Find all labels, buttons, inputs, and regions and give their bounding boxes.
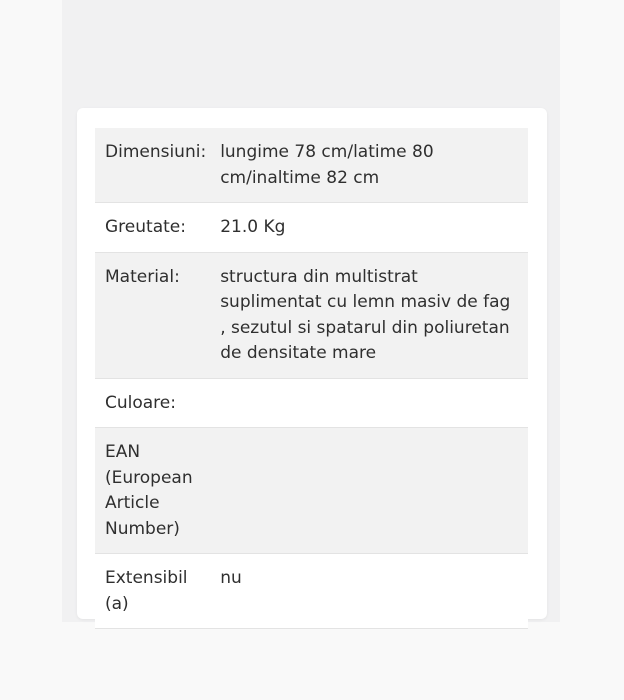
spec-value: lungime 78 cm/latime 80 cm/inaltime 82 cm xyxy=(220,142,434,188)
spec-label: Greutate: xyxy=(105,217,186,237)
specifications-table xyxy=(95,128,528,629)
spec-row-extensible xyxy=(95,554,528,629)
spec-row-dimensions xyxy=(95,128,528,203)
spec-value: nu xyxy=(220,568,242,588)
spec-row-ean xyxy=(95,428,528,554)
spec-label: Material: xyxy=(105,266,180,287)
product-specifications-card xyxy=(77,108,547,619)
spec-label: Culoare: xyxy=(105,392,176,413)
spec-label: Dimensiuni: xyxy=(105,142,207,162)
spec-value: structura din multistrat suplimentat cu lemn masiv de fag , sezutul si spatarul din poliuretan de densitate mare xyxy=(220,266,511,363)
spec-value xyxy=(210,378,528,428)
spec-row-weight xyxy=(95,203,528,253)
spec-row-material xyxy=(95,252,528,378)
spec-value xyxy=(210,428,528,554)
spec-label: Extensibil (a) xyxy=(105,568,188,614)
spec-value: 21.0 Kg xyxy=(220,217,286,237)
spec-label: EAN (European Article Number) xyxy=(105,442,193,539)
spec-row-color xyxy=(95,378,528,428)
